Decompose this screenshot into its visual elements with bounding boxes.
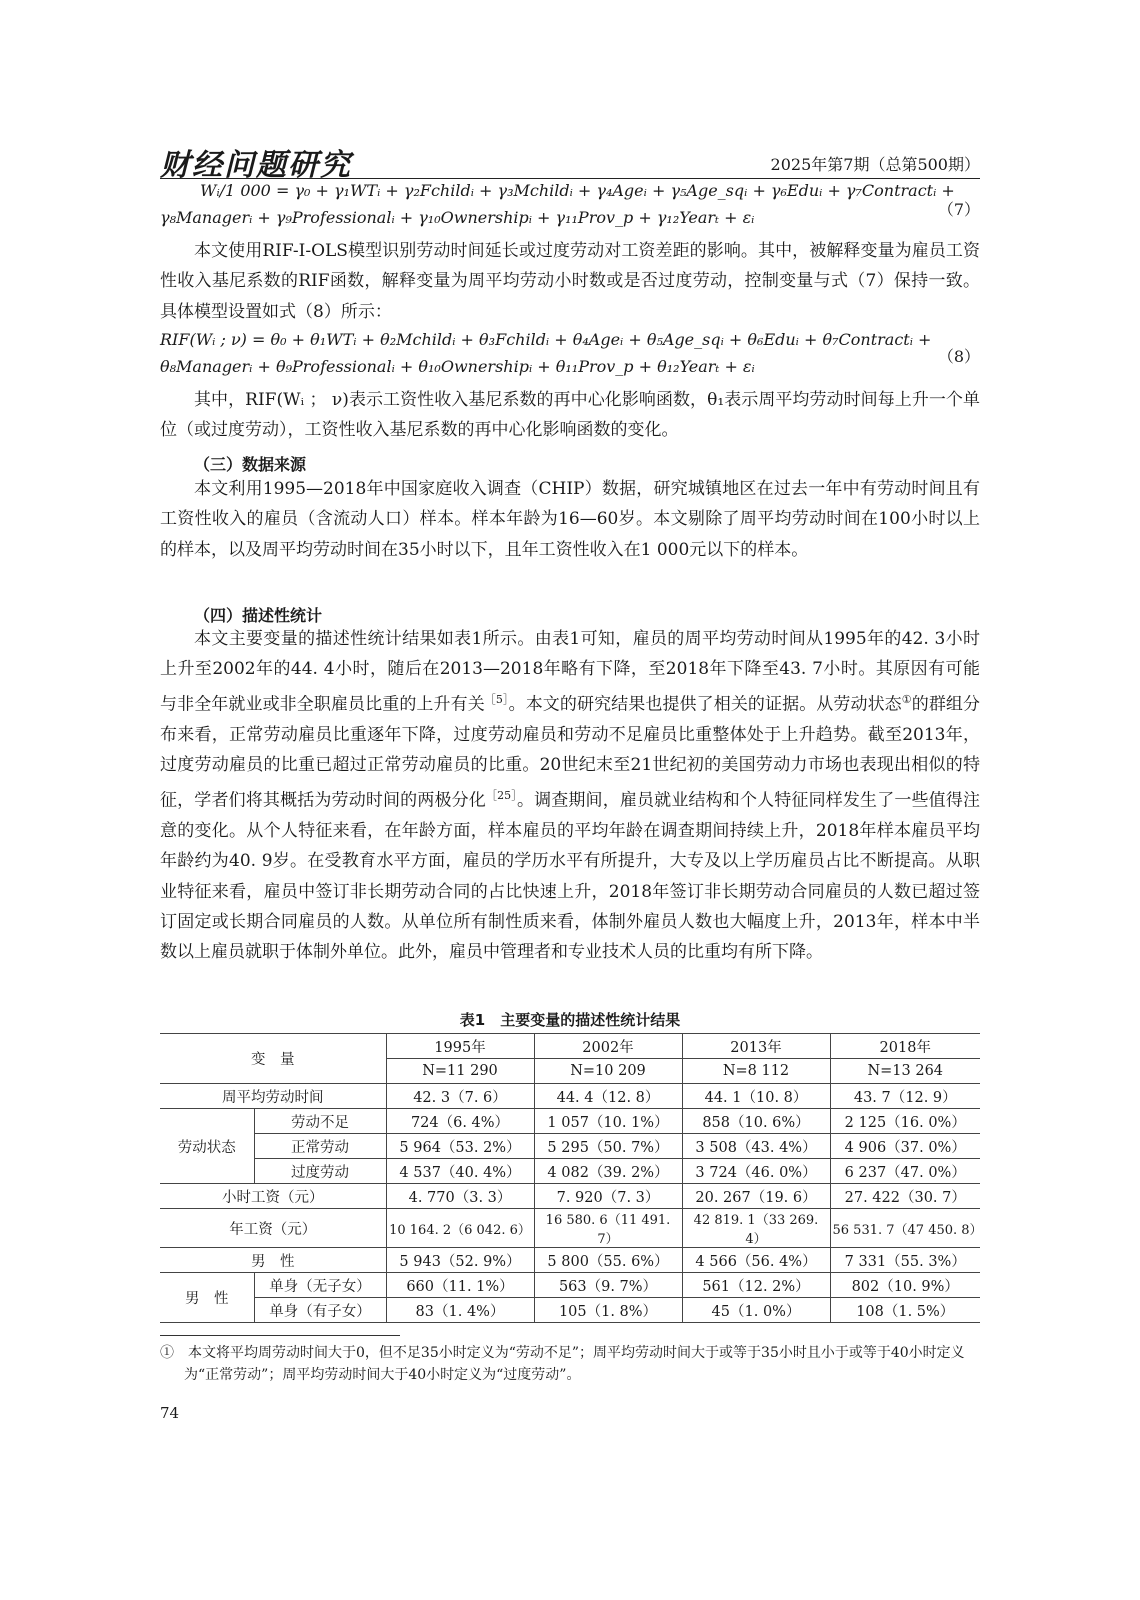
paragraph-descriptive-text-1: 本文主要变量的描述性统计结果如表1所示。由表1可知，雇员的周平均劳动时间从1995年的42. 3小时上升至2002年的44. 4小时，随后在2013—2018年略有下降，至2018年下降至43. 7小时。其原因有可能与非全年就业或非全职雇员比重的上升有关: [160, 629, 980, 715]
table-cell: 5 964（53. 2%）: [386, 1134, 534, 1159]
table-cell: 44. 1（10. 8）: [682, 1084, 830, 1109]
table-row: [160, 1298, 980, 1323]
table-header-row: [160, 1034, 980, 1059]
table-cell: 27. 422（30. 7）: [830, 1184, 980, 1209]
equation-7-line-1: Wᵢ/1 000 = γ₀ + γ₁WTᵢ + γ₂Fchildᵢ + γ₃Mchildᵢ + γ₄Ageᵢ + γ₅Age_sqᵢ + γ₆Eduᵢ + γ₇Contractᵢ +: [200, 181, 955, 200]
table-cell: 4 537（40. 4%）: [386, 1159, 534, 1184]
header-sample-size: N=10 209: [534, 1059, 682, 1084]
table-row: [160, 1248, 980, 1273]
row-label: 过度劳动: [254, 1159, 386, 1184]
equation-7-line-2: γ₈Managerᵢ + γ₉Professionalᵢ + γ₁₀Ownershipᵢ + γ₁₁Prov_p + γ₁₂Yearₜ + εᵢ: [160, 208, 755, 227]
table-cell: 7 331（55. 3%）: [830, 1248, 980, 1273]
table-cell: 5 295（50. 7%）: [534, 1134, 682, 1159]
table-row: [160, 1209, 980, 1248]
table-cell: 56 531. 7（47 450. 8）: [830, 1209, 980, 1248]
table-cell: 4 566（56. 4%）: [682, 1248, 830, 1273]
table-cell: 563（9. 7%）: [534, 1273, 682, 1298]
table-cell: 858（10. 6%）: [682, 1109, 830, 1134]
paragraph-method: 本文使用RIF-I-OLS模型识别劳动时间延长或过度劳动对工资差距的影响。其中，被解释变量为雇员工资性收入基尼系数的RIF函数，解释变量为周平均劳动小时数或是否过度劳动，控制变量与式（7）保持一致。具体模型设置如式（8）所示：: [160, 241, 980, 322]
table-cell: 42 819. 1（33 269. 4）: [682, 1209, 830, 1248]
row-label: 正常劳动: [254, 1134, 386, 1159]
table-cell: 3 508（43. 4%）: [682, 1134, 830, 1159]
citation-5[interactable]: ［5］: [484, 692, 509, 706]
table-title: 表1 主要变量的描述性统计结果: [459, 1011, 681, 1029]
header-year: 2018年: [830, 1034, 980, 1059]
equation-8: [160, 330, 980, 380]
row-label: 男 性: [160, 1248, 386, 1273]
row-group-label: 劳动状态: [160, 1109, 254, 1184]
row-label: 单身（无子女）: [254, 1273, 386, 1298]
table-cell: 4 082（39. 2%）: [534, 1159, 682, 1184]
row-group-label: 男 性: [160, 1273, 254, 1323]
equation-8-line-1: RIF(Wᵢ ; ν) = θ₀ + θ₁WTᵢ + θ₂Mchildᵢ + θ₃Fchildᵢ + θ₄Ageᵢ + θ₅Age_sqᵢ + θ₆Eduᵢ + θ₇Contractᵢ +: [160, 330, 932, 349]
header-year: 2013年: [682, 1034, 830, 1059]
citation-25[interactable]: ［25］: [485, 788, 517, 802]
row-label: 年工资（元）: [160, 1209, 386, 1248]
journal-title: 财经问题研究: [160, 148, 352, 183]
footnote-mark[interactable]: ①: [901, 692, 912, 706]
header-variable: 变 量: [160, 1034, 386, 1084]
equation-8-line-2: θ₈Managerᵢ + θ₉Professionalᵢ + θ₁₀Ownershipᵢ + θ₁₁Prov_p + θ₁₂Yearₜ + εᵢ: [160, 357, 755, 376]
header-sample-size: N=13 264: [830, 1059, 980, 1084]
table-cell: 45（1. 0%）: [682, 1298, 830, 1323]
header-year: 2002年: [534, 1034, 682, 1059]
table-cell: 5 800（55. 6%）: [534, 1248, 682, 1273]
table-cell: 2 125（16. 0%）: [830, 1109, 980, 1134]
table-cell: 660（11. 1%）: [386, 1273, 534, 1298]
row-label: 单身（有子女）: [254, 1298, 386, 1323]
header-year: 1995年: [386, 1034, 534, 1059]
paragraph-descriptive-text-2: 。本文的研究结果也提供了相关的证据。从劳动状态: [508, 694, 902, 715]
table-cell: 108（1. 5%）: [830, 1298, 980, 1323]
equation-7-number: （7）: [937, 200, 980, 219]
table-cell: 5 943（52. 9%）: [386, 1248, 534, 1273]
table-cell: 1 057（10. 1%）: [534, 1109, 682, 1134]
table-cell: 16 580. 6（11 491. 7）: [534, 1209, 682, 1248]
table-cell: 561（12. 2%）: [682, 1273, 830, 1298]
table-cell: 20. 267（19. 6）: [682, 1184, 830, 1209]
header-rule: [160, 178, 980, 179]
table-cell: 83（1. 4%）: [386, 1298, 534, 1323]
table-cell: 802（10. 9%）: [830, 1273, 980, 1298]
table-row: [160, 1159, 980, 1184]
table-cell: 44. 4（12. 8）: [534, 1084, 682, 1109]
row-label: 劳动不足: [254, 1109, 386, 1134]
issue-label: 2025年第7期（总第500期）: [770, 155, 980, 174]
paragraph-descriptive-text-3: 的群组分布来看，正常劳动雇员比重逐年下降，过度劳动雇员和劳动不足雇员比重整体处于上升趋势。截至2013年，过度劳动雇员的比重已超过正常劳动雇员的比重。20世纪末至21世纪初的美国劳动力市场也表现出相似的特征，学者们将其概括为劳动时间的两极分化: [160, 694, 981, 811]
table-cell: 42. 3（7. 6）: [386, 1084, 534, 1109]
table-cell: 724（6. 4%）: [386, 1109, 534, 1134]
section-heading-data-source: （三）数据来源: [194, 455, 307, 474]
row-label: 周平均劳动时间: [160, 1084, 386, 1109]
descriptive-stats-table: [160, 1033, 983, 1323]
table-cell: 4. 770（3. 3）: [386, 1184, 534, 1209]
table-cell: 105（1. 8%）: [534, 1298, 682, 1323]
footnote: ① 本文将平均周劳动时间大于0，但不足35小时定义为“劳动不足”；周平均劳动时间大于或等于35小时且小于或等于40小时定义为“正常劳动”；周平均劳动时间大于40小时定义为“过度劳动”。: [160, 1345, 965, 1383]
table-row: [160, 1109, 980, 1134]
page-number: 74: [160, 1404, 180, 1422]
table-row: [160, 1184, 980, 1209]
table-cell: 7. 920（7. 3）: [534, 1184, 682, 1209]
equation-7: [160, 181, 980, 231]
row-label: 小时工资（元）: [160, 1184, 386, 1209]
paragraph-rif-definition: 其中，RIF(Wᵢ ； ν)表示工资性收入基尼系数的再中心化影响函数，θ₁表示周平均劳动时间每上升一个单位（或过度劳动），工资性收入基尼系数的再中心化影响函数的变化。: [160, 390, 980, 441]
table-cell: 6 237（47. 0%）: [830, 1159, 980, 1184]
table-row: [160, 1084, 980, 1109]
paragraph-descriptive: [160, 624, 980, 968]
section-heading-descriptive: （四）描述性统计: [194, 606, 323, 625]
paragraph-data-source: 本文利用1995—2018年中国家庭收入调查（CHIP）数据，研究城镇地区在过去一年中有劳动时间且有工资性收入的雇员（含流动人口）样本。样本年龄为16—60岁。本文剔除了周平均劳动时间在100小时以上的样本，以及周平均劳动时间在35小时以下，且年工资性收入在1 000元以下的样本。: [160, 479, 980, 560]
equation-8-number: （8）: [937, 347, 980, 366]
footnote-rule: [160, 1335, 400, 1336]
paragraph-descriptive-text-4: 。调查期间，雇员就业结构和个人特征同样发生了一些值得注意的变化。从个人特征来看，在年龄方面，样本雇员的平均年龄在调查期间持续上升，2018年样本雇员平均年龄约为40. 9岁。在受教育水平方面，雇员的学历水平有所提升，大专及以上学历雇员占比不断提高。从职业特征来看，雇员中签订非长期劳动合同的占比快速上升，2018年签订非长期劳动合同雇员的人数已超过签订固定或长期合同雇员的人数。从单位所有制性质来看，体制外雇员人数也大幅度上升，2013年，样本中半数以上雇员就职于体制外单位。此外，雇员中管理者和专业技术人员的比重均有所下降。: [160, 790, 980, 963]
header-sample-size: N=8 112: [682, 1059, 830, 1084]
table-cell: 3 724（46. 0%）: [682, 1159, 830, 1184]
header-sample-size: N=11 290: [386, 1059, 534, 1084]
table-cell: 43. 7（12. 9）: [830, 1084, 980, 1109]
table-cell: 10 164. 2（6 042. 6）: [386, 1209, 534, 1248]
table-row: [160, 1134, 980, 1159]
table-row: [160, 1273, 980, 1298]
table-cell: 4 906（37. 0%）: [830, 1134, 980, 1159]
